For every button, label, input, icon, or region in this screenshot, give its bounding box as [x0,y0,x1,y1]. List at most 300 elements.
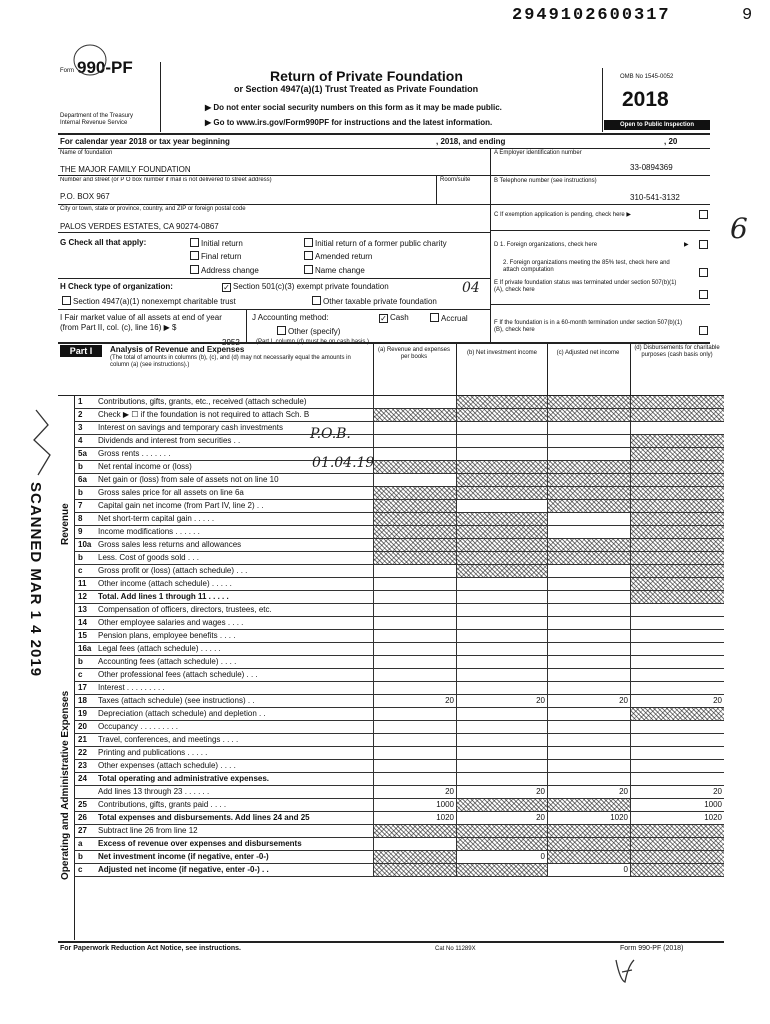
part1-line [74,422,724,435]
amount-cell-c[interactable] [548,513,630,525]
amount-cell-c[interactable] [548,773,630,785]
line-number: 27 [78,826,87,835]
line-description: Total expenses and disbursements. Add lines 24 and 25 [98,813,310,822]
line-description: Add lines 13 through 23 . . . . . . [98,787,210,796]
part1-line [74,708,724,721]
amount-cell-c[interactable] [548,838,630,850]
g-amended-return[interactable]: Amended return [302,251,372,262]
amount-cell-b[interactable] [457,526,547,538]
g-address-change[interactable]: Address change [188,265,259,276]
amount-cell-d[interactable] [631,565,724,577]
amount-cell-d[interactable] [631,825,724,837]
line-number: b [78,488,83,497]
amount-cell-b[interactable] [457,539,547,551]
dept-label: Department of the Treasury [60,113,134,119]
item-f-label: F If the foundation is in a 60-month termination under section 507(b)(1)(B), check here [494,320,683,333]
part1-title: Analysis of Revenue and Expenses [110,345,245,354]
amount-cell-c[interactable] [548,500,630,512]
amount-cell-d[interactable] [631,435,724,447]
ein-label: A Employer identification number [494,150,582,156]
notice-instructions: ▶ Go to www.irs.gov/Form990PF for instructions and the latest information. [205,118,493,127]
line-number: 8 [78,514,83,523]
amount-cell-c[interactable]: 20 [619,696,628,705]
amount-cell-c[interactable] [548,656,630,668]
amount-cell-a[interactable] [374,422,456,434]
part1-line [74,734,724,747]
revenue-side-label: Revenue [60,503,71,545]
col-d-header: (d) Disbursements for charitable purposes (cash basis only) [634,345,720,358]
j-other[interactable]: Other (specify) [275,326,340,337]
line-description: Accounting fees (attach schedule) . . . . [98,657,237,666]
part1-line [74,435,724,448]
line-description: Excess of revenue over expenses and disbursements [98,839,302,848]
handwritten-pob: P.O.B. [310,426,351,442]
line-number: 10a [78,540,92,549]
amount-cell-c[interactable] [548,682,630,694]
amount-cell-c[interactable] [548,851,630,863]
amount-cell-a[interactable] [374,474,456,486]
line-number: 12 [78,592,87,601]
part1-line [74,786,724,799]
amount-cell-d[interactable] [631,617,724,629]
amount-cell-b[interactable] [457,565,547,577]
line-number: 5a [78,449,87,458]
amount-cell-b[interactable] [457,734,547,746]
footer-paperwork: For Paperwork Reduction Act Notice, see instructions. [60,945,241,952]
line-number: 16a [78,644,92,653]
part1-line [74,864,724,877]
line-number: 21 [78,735,87,744]
amount-cell-a[interactable] [374,591,456,603]
item-c-checkbox[interactable] [699,210,708,219]
amount-cell-d[interactable] [631,552,724,564]
amount-cell-a[interactable] [374,851,456,863]
line-description: Total operating and administrative expenses. [98,774,270,783]
form-title: Return of Private Foundation [270,68,463,84]
h-501c3[interactable]: ✓ Section 501(c)(3) exempt private foundation [223,282,389,292]
part1-line [74,474,724,487]
line-description: Contributions, gifts, grants, etc., received (attach schedule) [98,397,307,406]
public-inspection-badge: Open to Public Inspection [604,120,710,130]
part1-line [74,396,724,409]
amount-cell-a[interactable]: 20 [445,787,454,796]
footer-cat-no: Cat No 11289X [435,946,476,952]
amount-cell-c[interactable] [548,539,630,551]
amount-cell-c[interactable] [548,552,630,564]
ein-value[interactable]: 33-0894369 [630,163,673,172]
amount-cell-d[interactable] [631,539,724,551]
part1-line [74,682,724,695]
line-description: Legal fees (attach schedule) . . . . . [98,644,221,653]
part1-line [74,799,724,812]
amount-cell-c[interactable]: 1020 [610,813,628,822]
amount-cell-c[interactable] [548,409,630,421]
handwritten-initial [612,956,638,984]
amount-cell-d[interactable]: 1000 [704,800,722,809]
part1-line [74,578,724,591]
amount-cell-c[interactable] [548,617,630,629]
amount-cell-b[interactable] [457,513,547,525]
amount-cell-b[interactable] [457,617,547,629]
line-description: Subtract line 26 from line 12 [98,826,198,835]
amount-cell-d[interactable] [631,838,724,850]
amount-cell-b[interactable] [457,825,547,837]
g-label: G Check all that apply: [60,238,147,247]
line-number: 3 [78,423,83,432]
amount-cell-b[interactable] [457,487,547,499]
amount-cell-a[interactable] [374,773,456,785]
j-cash[interactable]: ✓ Cash [380,313,409,323]
amount-cell-b[interactable] [457,435,547,447]
line-description: Gross profit or (loss) (attach schedule) . . . [98,566,248,575]
amount-cell-a[interactable] [374,461,456,473]
amount-cell-a[interactable] [374,500,456,512]
amount-cell-b[interactable] [457,669,547,681]
amount-cell-a[interactable] [374,760,456,772]
line-description: Other income (attach schedule) . . . . . [98,579,232,588]
part1-line [74,526,724,539]
part1-line [74,409,724,422]
amount-cell-b[interactable]: 20 [536,696,545,705]
part1-line [74,487,724,500]
amount-cell-d[interactable] [631,643,724,655]
line-number: 15 [78,631,87,640]
line-description: Taxes (attach schedule) (see instructions) . . [98,696,255,705]
amount-cell-d[interactable] [631,461,724,473]
amount-cell-a[interactable] [374,721,456,733]
amount-cell-a[interactable]: 1020 [436,813,454,822]
amount-cell-d[interactable] [631,487,724,499]
amount-cell-a[interactable] [374,825,456,837]
foundation-name[interactable]: THE MAJOR FAMILY FOUNDATION [60,165,191,174]
j-accrual[interactable]: Accrual [428,313,468,324]
amount-cell-b[interactable] [457,591,547,603]
amount-cell-d[interactable] [631,474,724,486]
amount-cell-a[interactable] [374,552,456,564]
line-number: 18 [78,696,87,705]
item-d1-checkbox[interactable] [699,240,708,249]
amount-cell-c[interactable] [548,591,630,603]
amount-cell-d[interactable] [631,448,724,460]
line-description: Income modifications . . . . . . [98,527,200,536]
amount-cell-a[interactable] [374,539,456,551]
amount-cell-b[interactable] [457,604,547,616]
amount-cell-a[interactable] [374,669,456,681]
handwritten-circle-mark [70,40,110,80]
amount-cell-a[interactable] [374,864,456,876]
amount-cell-d[interactable] [631,396,724,408]
amount-cell-a[interactable] [374,565,456,577]
expenses-side-label: Operating and Administrative Expenses [60,690,71,880]
amount-cell-d[interactable] [631,409,724,421]
line-description: Adjusted net income (if negative, enter -0-) . . [98,865,269,874]
amount-cell-b[interactable] [457,760,547,772]
street-address[interactable]: P.O. BOX 967 [60,192,110,201]
line-description: Compensation of officers, directors, trustees, etc. [98,605,272,614]
amount-cell-b[interactable] [457,409,547,421]
line-description: Other employee salaries and wages . . . . [98,618,244,627]
part1-line [74,591,724,604]
amount-cell-d[interactable]: 20 [713,696,722,705]
line-description: Pension plans, employee benefits . . . . [98,631,236,640]
form-subtitle: or Section 4947(a)(1) Trust Treated as Private Foundation [234,84,479,94]
amount-cell-a[interactable] [374,643,456,655]
item-d1-label: D 1. Foreign organizations, check here [494,242,598,248]
amount-cell-b[interactable]: 0 [540,852,545,861]
amount-cell-a[interactable] [374,396,456,408]
amount-cell-a[interactable]: 20 [445,696,454,705]
handwritten-side-mark [28,405,58,485]
amount-cell-b[interactable] [457,461,547,473]
amount-cell-b[interactable] [457,721,547,733]
amount-cell-d[interactable]: 1020 [704,813,722,822]
item-c-label: C If exemption application is pending, check here ▶ [494,212,632,218]
amount-cell-c[interactable] [548,578,630,590]
part1-line [74,812,724,825]
amount-cell-c[interactable] [548,487,630,499]
amount-cell-b[interactable] [457,630,547,642]
amount-cell-c[interactable] [548,474,630,486]
amount-cell-c[interactable] [548,760,630,772]
amount-cell-b[interactable] [457,643,547,655]
amount-cell-c[interactable] [548,604,630,616]
line-description: Occupancy . . . . . . . . . [98,722,179,731]
amount-cell-a[interactable] [374,578,456,590]
line-description: Depreciation (attach schedule) and depletion . . [98,709,266,718]
amount-cell-d[interactable] [631,500,724,512]
amount-cell-a[interactable] [374,617,456,629]
irs-label: Internal Revenue Service [60,120,128,126]
line-number: b [78,553,83,562]
part1-line [74,500,724,513]
line-description: Net investment income (if negative, enter -0-) [98,852,269,861]
amount-cell-a[interactable] [374,682,456,694]
item-f-checkbox[interactable] [699,326,708,335]
amount-cell-c[interactable]: 0 [623,865,628,874]
amount-cell-a[interactable] [374,448,456,460]
line-number: 2 [78,410,83,419]
part1-line [74,448,724,461]
amount-cell-b[interactable] [457,552,547,564]
amount-cell-c[interactable] [548,435,630,447]
amount-cell-a[interactable] [374,513,456,525]
phone-label: B Telephone number (see instructions) [494,178,597,184]
line-number: 1 [78,397,83,406]
g-name-change[interactable]: Name change [302,265,365,276]
amount-cell-a[interactable] [374,838,456,850]
room-label: Room/suite [440,177,471,183]
amount-cell-b[interactable] [457,500,547,512]
line-description: Total. Add lines 1 through 11 . . . . . [98,592,229,601]
line-description: Other expenses (attach schedule) . . . . [98,761,236,770]
amount-cell-b[interactable] [457,656,547,668]
amount-cell-a[interactable] [374,604,456,616]
amount-cell-d[interactable] [631,630,724,642]
line-number: c [78,566,83,575]
amount-cell-d[interactable] [631,851,724,863]
amount-cell-a[interactable] [374,747,456,759]
amount-cell-c[interactable] [548,747,630,759]
line-number: 7 [78,501,83,510]
part1-line [74,617,724,630]
part1-line [74,747,724,760]
amount-cell-d[interactable] [631,422,724,434]
amount-cell-b[interactable] [457,773,547,785]
amount-cell-d[interactable] [631,773,724,785]
line-number: 9 [78,527,83,536]
line-description: Net short-term capital gain . . . . . [98,514,215,523]
amount-cell-d[interactable] [631,760,724,772]
part1-line [74,851,724,864]
amount-cell-d[interactable] [631,591,724,603]
amount-cell-a[interactable] [374,708,456,720]
line-description: Less. Cost of goods sold . . . [98,553,199,562]
i-fmv-label: I Fair market value of all assets at end of year (from Part II, col. (c), line 16) ▶ $ [60,313,222,332]
amount-cell-d[interactable] [631,604,724,616]
part1-line [74,630,724,643]
amount-cell-b[interactable]: 20 [536,787,545,796]
scanned-stamp: SCANNED MAR 1 4 2019 [27,482,44,678]
part1-line [74,838,724,851]
col-c-header: (c) Adjusted net income [556,350,620,356]
amount-cell-b[interactable] [457,448,547,460]
amount-cell-c[interactable] [548,448,630,460]
amount-cell-c[interactable] [548,422,630,434]
amount-cell-b[interactable] [457,578,547,590]
calendar-year-label: For calendar year 2018 or tax year beginning [60,137,230,146]
amount-cell-d[interactable]: 20 [713,787,722,796]
amount-cell-b[interactable] [457,838,547,850]
amount-cell-d[interactable] [631,734,724,746]
amount-cell-a[interactable] [374,435,456,447]
g-initial-return[interactable]: Initial return [188,238,243,249]
line-number: 20 [78,722,87,731]
line-number: 22 [78,748,87,757]
amount-cell-d[interactable] [631,669,724,681]
amount-cell-d[interactable] [631,578,724,590]
amount-cell-b[interactable] [457,708,547,720]
city-label: City or town, state or province, country, and ZIP or foreign postal code [60,206,246,212]
part1-line [74,669,724,682]
line-number: c [78,670,83,679]
h-other-taxable[interactable]: Other taxable private foundation [310,296,437,307]
part1-line [74,513,724,526]
amount-cell-c[interactable] [548,799,630,811]
h-4947[interactable]: Section 4947(a)(1) nonexempt charitable trust [60,296,236,307]
amount-cell-d[interactable] [631,708,724,720]
line-description: Gross sales price for all assets on line 6a [98,488,244,497]
amount-cell-a[interactable] [374,526,456,538]
city-state-zip[interactable]: PALOS VERDES ESTATES, CA 90274-0867 [60,222,219,231]
amount-cell-d[interactable] [631,747,724,759]
amount-cell-a[interactable] [374,630,456,642]
part1-line [74,539,724,552]
amount-cell-c[interactable] [548,721,630,733]
amount-cell-c[interactable] [548,643,630,655]
h-label: H Check type of organization: [60,282,173,291]
col-b-header: (b) Net investment income [466,350,538,356]
line-description: Other professional fees (attach schedule) . . . [98,670,258,679]
amount-cell-c[interactable] [548,396,630,408]
amount-cell-a[interactable] [374,734,456,746]
amount-cell-c[interactable] [548,526,630,538]
item-d2-checkbox[interactable] [699,268,708,277]
g-initial-former[interactable]: Initial return of a former public charity [302,238,447,249]
part1-line [74,656,724,669]
amount-cell-d[interactable] [631,656,724,668]
amount-cell-a[interactable]: 1000 [436,800,454,809]
amount-cell-b[interactable] [457,682,547,694]
part1-line [74,695,724,708]
part1-line [74,565,724,578]
amount-cell-b[interactable] [457,799,547,811]
amount-cell-c[interactable] [548,565,630,577]
name-label: Name of foundation [60,150,113,156]
line-number: b [78,462,83,471]
line-number: 4 [78,436,83,445]
amount-cell-d[interactable] [631,526,724,538]
handwritten-6: 6 [730,212,748,245]
line-description: Capital gain net income (from Part IV, line 2) . . [98,501,264,510]
amount-cell-b[interactable]: 20 [536,813,545,822]
amount-cell-a[interactable] [374,409,456,421]
g-final-return[interactable]: Final return [188,251,241,262]
amount-cell-c[interactable] [548,461,630,473]
omb-number: OMB No 1545-0052 [620,74,674,80]
amount-cell-d[interactable] [631,682,724,694]
form-prefix: Form [60,68,74,74]
line-description: Check ▶ ☐ if the foundation is not required to attach Sch. B [98,410,310,419]
amount-cell-c[interactable] [548,669,630,681]
amount-cell-c[interactable] [548,630,630,642]
amount-cell-c[interactable] [548,825,630,837]
amount-cell-b[interactable] [457,747,547,759]
amount-cell-a[interactable] [374,656,456,668]
line-number: 19 [78,709,87,718]
amount-cell-b[interactable] [457,864,547,876]
line-description: Printing and publications . . . . . [98,748,208,757]
amount-cell-b[interactable] [457,396,547,408]
line-number: b [78,852,83,861]
item-e-checkbox[interactable] [699,290,708,299]
amount-cell-d[interactable] [631,864,724,876]
street-label: Number and street (or P O box number if mail is not delivered to street address) [60,177,272,183]
amount-cell-b[interactable] [457,474,547,486]
amount-cell-a[interactable] [374,487,456,499]
calendar-year-mid: , 2018, and ending [436,137,506,146]
notice-ssn: ▶ Do not enter social security numbers on this form as it may be made public. [205,103,502,112]
amount-cell-d[interactable] [631,721,724,733]
line-description: Contributions, gifts, grants paid . . . . [98,800,227,809]
handwritten-date: 01.04.19 [312,455,375,471]
line-number: 24 [78,774,87,783]
line-number: 11 [78,579,87,588]
phone-value[interactable]: 310-541-3132 [630,193,680,202]
line-number: 26 [78,813,87,822]
amount-cell-c[interactable] [548,708,630,720]
amount-cell-c[interactable]: 20 [619,787,628,796]
line-number: 25 [78,800,87,809]
line-description: Interest . . . . . . . . . [98,683,165,692]
amount-cell-c[interactable] [548,734,630,746]
line-description: Net gain or (loss) from sale of assets not on line 10 [98,475,279,484]
dln-number: 2949102600317 [512,6,671,25]
part1-tag: Part I [60,345,102,357]
amount-cell-b[interactable] [457,422,547,434]
handwritten-04: 04 [462,280,480,296]
item-d2-label: 2. Foreign organizations meeting the 85% test, check here and attach computation [503,260,670,273]
amount-cell-d[interactable] [631,513,724,525]
